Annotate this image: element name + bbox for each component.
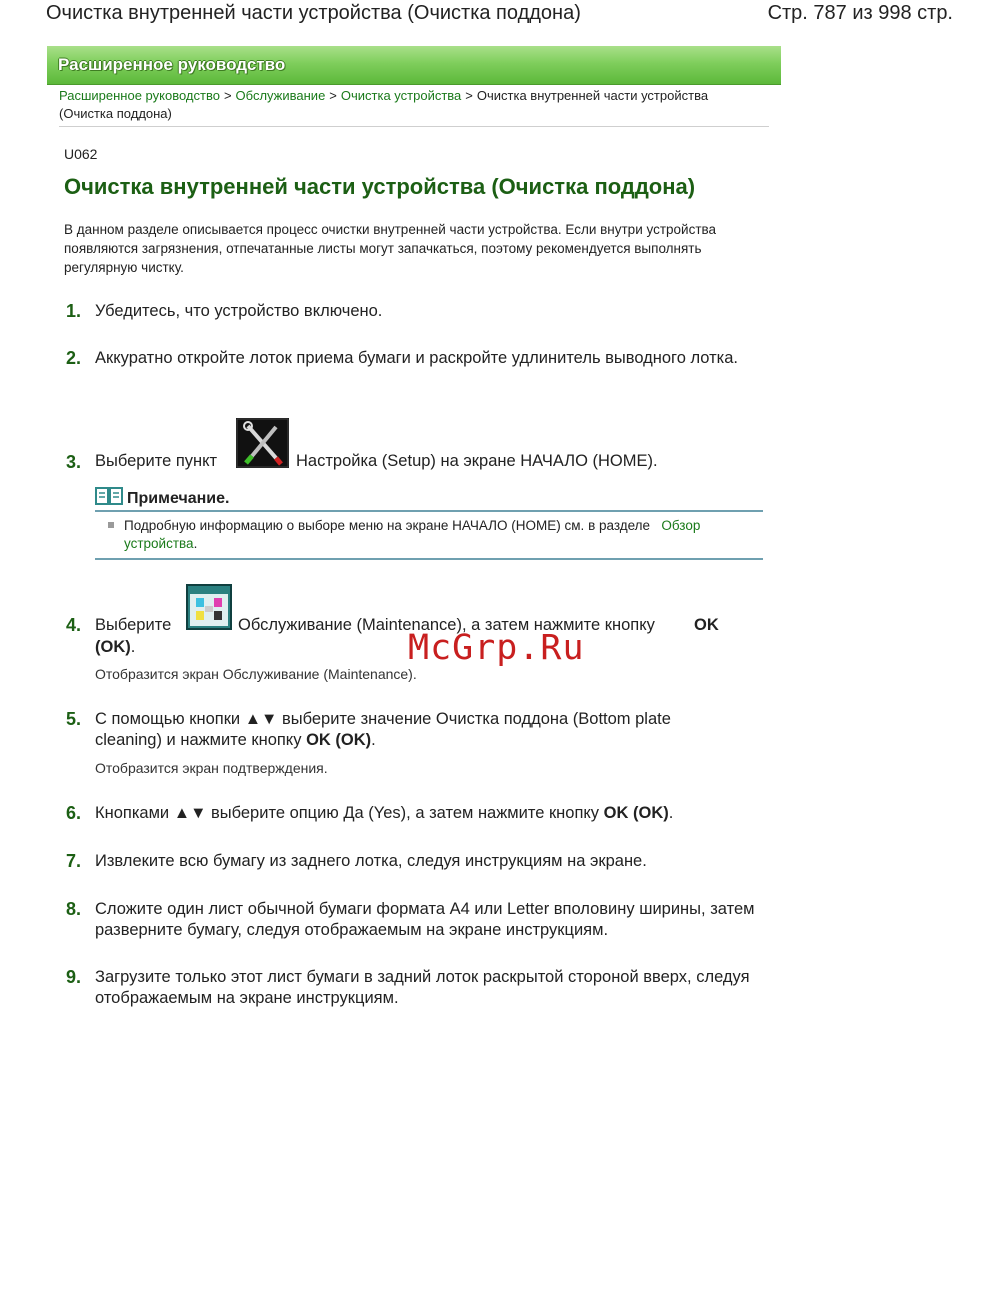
- page-number: Стр. 787 из 998 стр.: [767, 2, 953, 24]
- breadcrumb: [59, 87, 759, 123]
- step-end: .: [668, 804, 674, 822]
- ok-button-label: OK (OK): [306, 731, 372, 749]
- breadcrumb-current: Очистка внутренней части устройства (Очистка поддона): [59, 88, 709, 121]
- note-body: Подробную информацию о выборе меню на экране НАЧАЛО (HOME) см. в разделе: [124, 518, 651, 533]
- step-text-after: Обслуживание (Maintenance), а затем нажмите кнопку: [238, 616, 655, 634]
- step-result: Отобразится экран подтверждения.: [95, 760, 328, 776]
- step-end: .: [130, 638, 136, 656]
- page-header: [0, 0, 1000, 30]
- ok-line: [95, 637, 135, 658]
- step-number: 3.: [66, 452, 82, 472]
- section-banner: [47, 46, 781, 85]
- breadcrumb-link-guide[interactable]: Расширенное руководство: [59, 88, 220, 103]
- doc-code: U062: [64, 146, 98, 162]
- ok-button-label-part: OK: [694, 616, 719, 634]
- step-body: С помощью кнопки ▲▼ выберите значение Очистка поддона (Bottom plate cleaning) и нажмите кнопку: [95, 710, 671, 749]
- step-number: 6.: [66, 803, 82, 823]
- breadcrumb-link-maintenance[interactable]: Обслуживание: [235, 88, 326, 103]
- maintenance-icon: [186, 584, 232, 636]
- page-title: Очистка внутренней части устройства (Очистка поддона): [64, 174, 696, 199]
- intro-paragraph: В данном разделе описывается процесс очистки внутренней части устройства. Если внутри устройства появляются загрязнения, отпечатанные листы могут запачкаться, поэтому рекомендуется выполнять регулярную чистку.: [64, 222, 717, 275]
- page-header-title: Очистка внутренней части устройства (Очистка поддона): [46, 2, 581, 24]
- step-end: .: [371, 731, 376, 749]
- banner-label: Расширенное руководство: [58, 55, 286, 74]
- step-text-before: Выберите пункт: [95, 452, 218, 470]
- note-label: Примечание.: [127, 490, 230, 507]
- ok-button-label: (OK): [95, 638, 131, 656]
- step-number: 1.: [66, 301, 82, 321]
- breadcrumb-separator: >: [329, 88, 337, 103]
- step-text: Извлеките всю бумагу из заднего лотка, следуя инструкциям на экране.: [95, 852, 647, 870]
- notebook-icon: [95, 486, 123, 511]
- setup-icon: [236, 418, 289, 474]
- step-number: 4.: [66, 615, 82, 635]
- note-box: [95, 484, 763, 551]
- step-text-after: Настройка (Setup) на экране НАЧАЛО (HOME).: [296, 452, 658, 470]
- step-text: Загрузите только этот лист бумаги в задний лоток раскрытой стороной вверх, следуя отображаемым на экране инструкциям.: [95, 968, 750, 1007]
- note-header: [95, 484, 763, 510]
- watermark: McGrp.Ru: [408, 628, 585, 668]
- note-link-overview[interactable]: Обзор устройства: [124, 518, 701, 551]
- note-top-rule: [95, 510, 763, 512]
- step-text: Убедитесь, что устройство включено.: [95, 302, 383, 320]
- note-text: [124, 517, 764, 553]
- step-text: Сложите один лист обычной бумаги формата A4 или Letter вполовину ширины, затем разверните бумагу, следуя отображаемым на экране инструкциям.: [95, 900, 755, 939]
- step-text-before: Выберите: [95, 616, 172, 634]
- step-number: 8.: [66, 899, 82, 919]
- step-body: Кнопками ▲▼ выберите опцию Да (Yes), а затем нажмите кнопку: [95, 804, 600, 822]
- breadcrumb-link-cleaning[interactable]: Очистка устройства: [340, 88, 462, 103]
- step-number: 7.: [66, 851, 82, 871]
- step-number: 5.: [66, 709, 82, 729]
- step-text: Аккуратно откройте лоток приема бумаги и раскройте удлинитель выводного лотка.: [95, 349, 739, 367]
- step-result: Отобразится экран Обслуживание (Maintenance).: [95, 666, 417, 682]
- bullet-icon: [108, 522, 114, 528]
- breadcrumb-separator: >: [223, 88, 232, 103]
- step-number: 9.: [66, 967, 82, 987]
- note-bottom-rule: [95, 558, 763, 560]
- step-text: [95, 803, 755, 824]
- divider: [59, 126, 769, 127]
- ok-button-label: OK (OK): [603, 804, 669, 822]
- step-text: [95, 709, 735, 777]
- note-end: .: [193, 536, 198, 551]
- breadcrumb-separator: >: [465, 88, 473, 103]
- step-number: 2.: [66, 348, 82, 368]
